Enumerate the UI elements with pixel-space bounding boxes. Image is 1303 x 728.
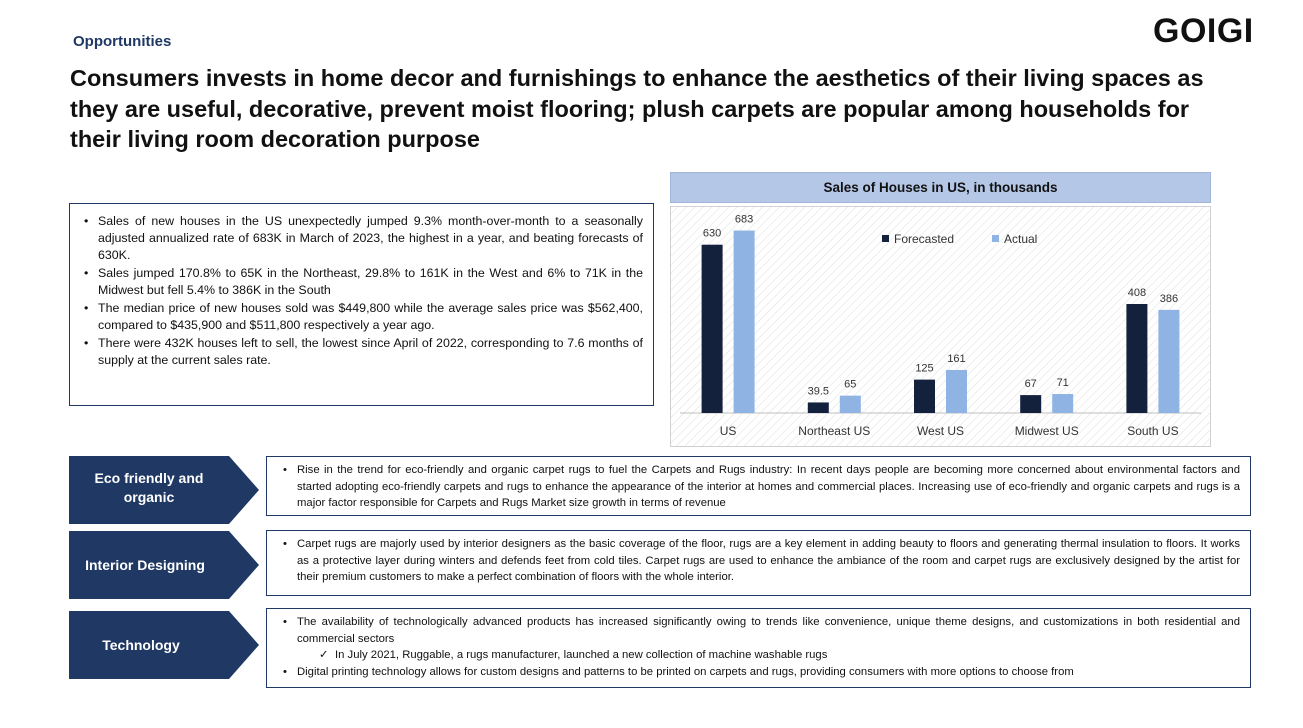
technology-item: • The availability of technologically advanced products has increased significantly owing to trends like convenience, unique theme designs, and customizations in both residential and commercial sectors (281, 614, 1240, 647)
row-label-line: Interior Designing (85, 557, 205, 573)
data-label: 65 (844, 378, 857, 391)
company-logo (1153, 12, 1277, 52)
legend-label: Forecasted (894, 232, 955, 246)
housing-fact-item: • The median price of new houses sold was $449,800 while the average sales price was $562,400, compared to $435,900 and $511,800 respectively a year ago. (80, 300, 643, 334)
chart-title: Sales of Houses in US, in thousands (823, 180, 1058, 195)
legend-swatch (882, 235, 889, 242)
x-tick-label: US (719, 424, 737, 438)
section-label: Opportunities (73, 33, 172, 50)
page-title: Consumers invests in home decor and furnishings to enhance the aesthetics of their living spaces as they are useful, decorative, prevent moist flooring; plush carpets are popular among households for their living room decoration purpose (70, 65, 1204, 153)
bar-actual (1158, 310, 1179, 413)
technology-arrow-label (69, 611, 260, 679)
row-label-line: organic (123, 489, 175, 505)
interior-designing-arrow-label (69, 531, 260, 599)
x-tick-label: Midwest US (1014, 424, 1079, 438)
housing-fact-item: • Sales of new houses in the US unexpectedly jumped 9.3% month-over-month to a seasonally adjusted annualized rate of 683K in March of 2023, the highest in a year, and beating forecasts of 630K. (80, 213, 643, 264)
bar-actual (1052, 394, 1073, 413)
housing-fact-item: • Sales jumped 170.8% to 65K in the Northeast, 29.8% to 161K in the West and 6% to 71K in the Midwest but fell 5.4% to 386K in the South (80, 265, 643, 299)
bar-forecasted (808, 402, 829, 413)
technology-sub-item: ✓ In July 2021, Ruggable, a rugs manufacturer, launched a new collection of machine washable rugs (281, 647, 1240, 664)
data-label: 630 (702, 227, 722, 240)
chart-plot (670, 206, 1211, 447)
x-tick-label: West US (916, 424, 965, 438)
bar-actual (734, 231, 755, 413)
data-label: 71 (1056, 377, 1069, 390)
data-label: 125 (915, 362, 934, 375)
bar-actual (946, 370, 967, 413)
housing-facts-box (69, 203, 654, 406)
bar-forecasted (1126, 304, 1147, 413)
row-label-line: Eco friendly and (94, 470, 204, 486)
data-label: 161 (947, 352, 966, 365)
bar-forecasted (914, 380, 935, 413)
data-label: 683 (734, 213, 754, 226)
eco-friendly-item: • Rise in the trend for eco-friendly and organic carpet rugs to fuel the Carpets and Rugs industry: In recent days people are becoming more concerned about environmental factors and started adopting eco-friendly carpets and rugs to enhance the appearance of the interior at homes and commercial places. Increasing use of eco-friendly and organic carpets and rugs is a major factor responsible for Carpets and Rugs Market size growth in terms of revenue (281, 462, 1240, 512)
eco-friendly-description-box (266, 456, 1251, 516)
legend-swatch (992, 235, 999, 242)
bar-actual (840, 396, 861, 413)
housing-fact-item: • There were 432K houses left to sell, the lowest since April of 2022, corresponding to 7.6 months of supply at the current sales rate. (80, 335, 643, 369)
house-sales-chart (670, 172, 1211, 447)
technology-item: • Digital printing technology allows for custom designs and patterns to be printed on carpets and rugs, providing consumers with more options to choose from (281, 664, 1240, 681)
technology-description-box (266, 608, 1251, 688)
bar-forecasted (702, 245, 723, 413)
data-label: 386 (1159, 292, 1179, 305)
interior-designing-item: • Carpet rugs are majorly used by interior designers as the basic coverage of the floor, rugs are a key element in adding beauty to floors and generating thermal insulation to floors. It works as a protective layer during winters and defends feet from cold tiles. Carpet rugs are used to enhance the ambiance of the room and carpet rugs are exclusively designed by the artist for their premium customers to make a perfect combination of floors with the whole interior. (281, 536, 1240, 586)
housing-facts-list (80, 213, 643, 369)
data-label: 408 (1127, 287, 1147, 300)
row-label-line: Technology (102, 637, 180, 653)
logo-text: GOIGI (1153, 12, 1254, 50)
chart-title-bar (670, 172, 1211, 203)
eco-friendly-arrow-label (69, 456, 260, 524)
x-tick-label: South US (1127, 424, 1179, 438)
data-label: 67 (1024, 378, 1037, 391)
interior-designing-description-box (266, 530, 1251, 596)
bar-forecasted (1020, 395, 1041, 413)
x-tick-label: Northeast US (798, 424, 871, 438)
legend-label: Actual (1004, 232, 1038, 246)
data-label: 39.5 (807, 385, 830, 398)
